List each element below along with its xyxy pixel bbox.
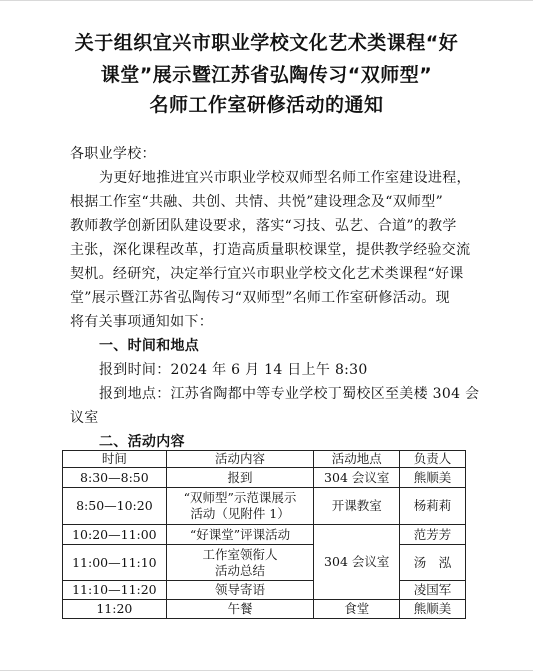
cell-owner: 汤 泓 [400, 545, 466, 581]
cell-content [166, 545, 314, 581]
cell-time: 11:20 [63, 600, 167, 619]
table-row [63, 468, 466, 488]
cell-content: 领导寄语 [166, 581, 314, 600]
section-2-heading: 二、活动内容 [99, 434, 185, 450]
cell-content-line-2: 活动（见附件 1） [190, 506, 290, 521]
cell-owner: 范芳芳 [400, 525, 466, 545]
report-time: 报到时间：2024 年 6 月 14 日上午 8:30 [99, 362, 368, 378]
cell-time: 11:10—11:20 [63, 581, 167, 600]
cell-time: 8:50—10:20 [63, 488, 167, 525]
col-header-content: 活动内容 [166, 451, 314, 468]
section-1-heading: 一、时间和地点 [99, 338, 200, 354]
cell-content: “好课堂”评课活动 [166, 525, 314, 545]
cell-content: 午餐 [166, 600, 314, 619]
cell-owner: 熊顺美 [400, 600, 466, 619]
table-header-row [63, 451, 466, 468]
intro-line-5: 契机。经研究，决定举行宜兴市职业学校文化艺术类课程“好课 [70, 266, 464, 282]
report-place-line-2: 议室 [70, 410, 99, 426]
cell-time: 10:20—11:00 [63, 525, 167, 545]
cell-time: 8:30—8:50 [63, 468, 167, 488]
page-top-border [0, 0, 533, 1]
cell-content-line-2: 活动总结 [215, 562, 266, 578]
intro-line-6: 堂”展示暨江苏省弘陶传习“双师型”名师工作室研修活动。现 [70, 290, 450, 306]
greeting: 各职业学校： [70, 146, 156, 162]
cell-place-merged: 304 会议室 [314, 525, 400, 600]
col-header-time: 时间 [63, 451, 167, 468]
cell-content-line-1: 工作室领衔人 [202, 546, 278, 562]
table-row [63, 581, 466, 600]
cell-owner: 杨莉莉 [400, 488, 466, 525]
cell-content: 报到 [166, 468, 314, 488]
table-row [63, 525, 466, 545]
title-line-2: 课堂”展示暨江苏省弘陶传习“双师型” [100, 64, 433, 86]
intro-line-4: 主张，深化课程改革，打造高质量职校课堂，提供教学经验交流 [70, 242, 471, 258]
cell-place: 开课教室 [314, 488, 400, 525]
cell-owner: 熊顺美 [400, 468, 466, 488]
table-row [63, 545, 466, 581]
cell-place: 食堂 [314, 600, 400, 619]
title-line-3: 名师工作室研修活动的通知 [149, 94, 384, 116]
col-header-owner: 负责人 [400, 451, 466, 468]
table-row [63, 488, 466, 525]
cell-owner: 凌国军 [400, 581, 466, 600]
intro-line-1: 为更好地推进宜兴市职业学校双师型名师工作室建设进程， [99, 170, 471, 186]
intro-line-2: 根据工作室“共融、共创、共情、共悦”建设理念及“双师型” [70, 194, 444, 210]
report-place-line-1: 报到地点：江苏省陶都中等专业学校丁蜀校区至美楼 304 会 [99, 386, 480, 402]
cell-content-line-1: “双师型”示范课展示 [183, 490, 297, 505]
cell-content [166, 488, 314, 525]
intro-line-3: 教师教学创新团队建设要求，落实“习技、弘艺、合道”的教学 [70, 218, 457, 234]
cell-time: 11:00—11:10 [63, 545, 167, 581]
schedule-table [62, 450, 466, 619]
title-line-1: 关于组织宜兴市职业学校文化艺术类课程“好 [74, 32, 459, 54]
col-header-place: 活动地点 [314, 451, 400, 468]
cell-place: 304 会议室 [314, 468, 400, 488]
intro-line-7: 将有关事项通知如下： [70, 314, 213, 330]
table-row [63, 600, 466, 619]
